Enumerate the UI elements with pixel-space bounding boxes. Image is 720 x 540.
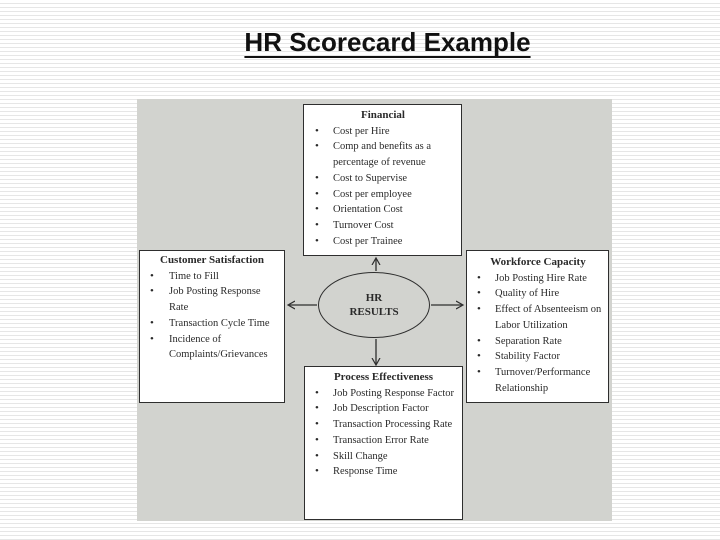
list-item: • Transaction Error Rate [309, 433, 458, 449]
process-effectiveness-list [309, 386, 458, 480]
customer-satisfaction-title: Customer Satisfaction [160, 254, 264, 266]
list-item: • Job Posting Response Rate [144, 284, 280, 315]
workforce-capacity-box [466, 250, 609, 403]
list-item: • Incidence of Complaints/Grievances [144, 332, 280, 363]
list-item: • Cost per Hire [309, 124, 457, 140]
list-item: • Separation Rate [471, 334, 605, 350]
hr-results-line2: RESULTS [349, 306, 399, 318]
list-item: • Quality of Hire [471, 286, 605, 302]
list-item: • Job Posting Response Factor [309, 386, 458, 402]
workforce-capacity-title: Workforce Capacity [490, 256, 586, 268]
hr-results-line1: HR [365, 292, 383, 304]
financial-box [303, 104, 462, 256]
list-item: • Skill Change [309, 449, 458, 465]
list-item: • Effect of Absenteeism on Labor Utilization [471, 302, 605, 333]
workforce-capacity-list [471, 271, 605, 397]
list-item: • Transaction Cycle Time [144, 316, 280, 332]
list-item: • Response Time [309, 464, 458, 480]
list-item: • Stability Factor [471, 349, 605, 365]
slide-title-text: HR Scorecard Example [244, 27, 531, 57]
list-item: • Job Posting Hire Rate [471, 271, 605, 287]
list-item: • Cost per employee [309, 187, 457, 203]
customer-satisfaction-list [144, 269, 280, 363]
hr-results-ellipse [318, 272, 430, 338]
list-item: • Orientation Cost [309, 202, 457, 218]
customer-satisfaction-box [139, 250, 285, 403]
list-item: • Turnover/Performance Relationship [471, 365, 605, 396]
list-item: • Cost to Supervise [309, 171, 457, 187]
financial-list [309, 124, 457, 250]
list-item: • Comp and benefits as a percentage of revenue [309, 139, 457, 170]
process-effectiveness-title: Process Effectiveness [333, 371, 434, 383]
list-item: • Cost per Trainee [309, 234, 457, 250]
list-item: • Turnover Cost [309, 218, 457, 234]
financial-title: Financial [360, 109, 405, 121]
list-item: • Transaction Processing Rate [309, 417, 458, 433]
list-item: • Job Description Factor [309, 401, 458, 417]
list-item: • Time to Fill [144, 269, 280, 285]
process-effectiveness-box [304, 366, 463, 520]
